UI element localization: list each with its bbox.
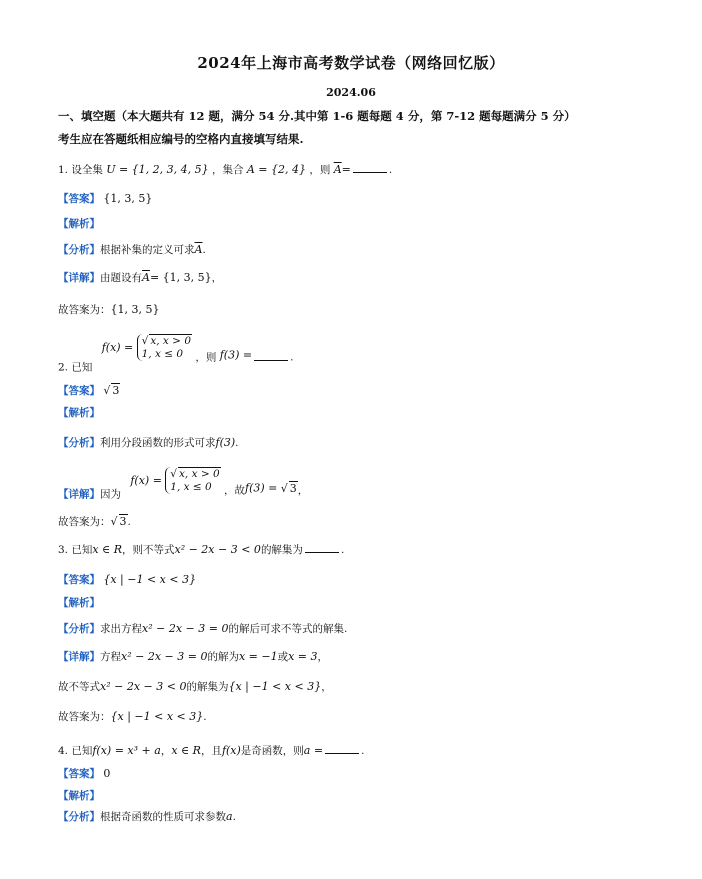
q1-blank xyxy=(353,162,387,173)
q1-answer-line xyxy=(58,192,152,206)
document-title: 2024年上海市高考数学试卷（网络回忆版） xyxy=(197,54,505,72)
q4-stem-text: ，且 xyxy=(200,745,222,757)
q3-fenxi-text: 求出方程 xyxy=(100,623,142,635)
detail-label: 【详解】 xyxy=(58,651,100,663)
q3-detail-or: 或 xyxy=(277,651,289,663)
q2-detail-case-1: √ x, x > 0 xyxy=(170,468,220,480)
q4-answer: 0 xyxy=(103,767,111,780)
q2-case-1-text: x, x > 0 xyxy=(150,335,192,347)
q1-answer: {1, 3, 5} xyxy=(103,192,153,205)
document-date: 2024.06 xyxy=(326,86,376,99)
q2-stem-text: 2. 已知 xyxy=(58,361,93,374)
answer-label: 【答案】 xyxy=(58,193,100,205)
fenxi-label: 【分析】 xyxy=(58,811,100,823)
q3-detail2-set: {x | −1 < x < 3} xyxy=(228,680,322,693)
q2-detail-case-1-text: x, x > 0 xyxy=(178,468,220,480)
q1-fenxi-text: 根据补集的定义可求 xyxy=(100,244,195,256)
q2-fenxi: 【分析】利用分段函数的形式可求f(3). xyxy=(58,436,239,449)
q2-detail-val: √ 3 xyxy=(280,481,297,495)
q3-detail-eq: x² − 2x − 3 = 0 xyxy=(121,650,208,663)
q4-param: a = xyxy=(303,744,324,757)
q2-detail-mid: ，故 xyxy=(224,484,245,497)
so-answer-label: 故答案为： xyxy=(58,304,111,316)
q3-stem-text: ，则不等式 xyxy=(121,544,175,556)
q3-detail-text: 方程 xyxy=(100,651,121,663)
answer-label: 【答案】 xyxy=(58,768,100,780)
q1-detail: 【详解】由题设有$\overline{A}= \{1$, 3, 5}， xyxy=(58,271,223,284)
q2-f3: f(3) = xyxy=(219,348,253,362)
q2-final-value: √ 3 xyxy=(110,515,127,528)
q2-fenxi-text: 利用分段函数的形式可求 xyxy=(100,437,216,449)
q3-fenxi-text: 的解后可求不等式的解集. xyxy=(228,623,348,635)
q4-answer-line xyxy=(58,767,110,781)
q2-blank xyxy=(254,350,288,361)
q2-answer: √ 3 xyxy=(103,384,120,397)
q3-fenxi-eq: x² − 2x − 3 = 0 xyxy=(142,622,229,635)
q3-detail: 【详解】方程x² − 2x − 3 = 0的解为x = −1或x = 3， xyxy=(58,650,329,663)
q3-detail-2: 故不等式x² − 2x − 3 < 0的解集为{x | −1 < x < 3}， xyxy=(58,680,332,693)
section-instruction: 考生应在答题纸相应编号的空格内直接填写结果. xyxy=(58,132,304,146)
q2-stem xyxy=(58,334,293,375)
q1-stem xyxy=(58,162,392,177)
q2-final: 故答案为：√ 3. xyxy=(58,515,131,528)
fenxi-label: 【分析】 xyxy=(58,623,100,635)
detail-label: 【详解】 xyxy=(58,488,100,501)
q4-fenxi-text: 根据奇函数的性质可求参数 xyxy=(100,811,226,823)
q3-detail2-ineq: x² − 2x − 3 < 0 xyxy=(100,680,187,693)
q4-stem-text: 4. 已知 xyxy=(58,745,93,757)
q1-detail-math: = {1, 3, 5} xyxy=(149,271,212,284)
q3-analysis-label: 【解析】 xyxy=(58,597,100,609)
q3-inequality: x² − 2x − 3 < 0 xyxy=(174,543,261,556)
q3-end: . xyxy=(340,544,345,556)
section-header: 一、填空题（本大题共有 12 题，满分 54 分.其中第 1-6 题每题 4 分，第 7-12 题每题满分 5 分） xyxy=(58,109,576,123)
q1-analysis-label: 【解析】 xyxy=(58,218,100,230)
fenxi-label: 【分析】 xyxy=(58,437,100,449)
q1-stem-text: ，则 xyxy=(309,164,331,176)
q2-detail-function: f(x) = xyxy=(130,473,162,487)
q1-set-a: A = {2, 4} xyxy=(246,163,306,176)
q3-blank xyxy=(305,542,339,553)
q1-detail-complement: $\overline{A}$ xyxy=(142,271,150,284)
q3-answer: {x | −1 < x < 3} xyxy=(103,573,197,586)
q4-fenxi: 【分析】根据奇函数的性质可求参数a. xyxy=(58,810,236,823)
answer-label: 【答案】 xyxy=(58,385,100,397)
q3-final: 故答案为：{x | −1 < x < 3}. xyxy=(58,710,207,723)
q3-detail2-text: 故不等式 xyxy=(58,681,100,693)
q2-detail: 【详解】因为 f(x) = √ x, x > 0 1, x ≤ 0 ，故f(3) = √ 3， xyxy=(58,468,309,501)
q2-answer-line xyxy=(58,383,120,398)
answer-label: 【答案】 xyxy=(58,574,100,586)
q3-root-2: x = 3 xyxy=(288,650,318,663)
q4-blank xyxy=(325,743,359,754)
q1-final xyxy=(58,303,159,317)
q2-detail-piecewise xyxy=(165,467,220,494)
q1-stem-text: 1. 设全集 xyxy=(58,164,103,176)
q2-detail-case-2: 1, x ≤ 0 xyxy=(170,481,212,493)
q2-function: f(x) = xyxy=(101,340,134,354)
fenxi-label: 【分析】 xyxy=(58,244,100,256)
q4-function: f(x) = x³ + a xyxy=(92,744,161,757)
q2-final-text: 3 xyxy=(119,515,127,528)
so-answer-label: 故答案为： xyxy=(58,516,111,528)
q1-fenxi: 【分析】根据补集的定义可求$\overline{A}$. xyxy=(58,243,206,256)
q3-detail-text: 的解为 xyxy=(207,651,239,663)
q3-stem-text: 3. 已知 xyxy=(58,544,93,556)
q2-detail-text: 因为 xyxy=(100,488,121,501)
q2-answer-value: 3 xyxy=(112,384,120,397)
q2-analysis-label: 【解析】 xyxy=(58,407,100,419)
q4-stem-text: 是奇函数，则 xyxy=(240,745,304,757)
q4-stem-text: ， xyxy=(160,745,172,757)
q3-stem xyxy=(58,542,344,557)
q2-end: . xyxy=(290,351,294,364)
q4-domain: x ∈ R xyxy=(171,744,201,757)
q3-stem-text: 的解集为 xyxy=(260,544,303,556)
q1-stem-text: ，集合 xyxy=(212,164,244,176)
q3-domain: x ∈ R xyxy=(92,543,122,556)
q4-end: . xyxy=(361,745,365,757)
q2-fenxi-math: f(3) xyxy=(215,436,236,449)
q1-final-value: {1, 3, 5} xyxy=(110,303,160,316)
q2-stem-text: ，则 xyxy=(195,351,217,364)
so-answer-label: 故答案为： xyxy=(58,711,111,723)
q2-case-2: 1, x ≤ 0 xyxy=(141,348,184,360)
q1-universal-set: U = {1, 2, 3, 4, 5} xyxy=(106,163,209,176)
q1-complement: $\overline{A}$ xyxy=(333,163,342,176)
q2-detail-val-text: 3 xyxy=(289,481,297,495)
q1-detail-text: 由题设有 xyxy=(100,272,142,284)
q4-fx: f(x) xyxy=(221,744,241,757)
q3-fenxi xyxy=(58,622,347,636)
q4-stem xyxy=(58,743,364,758)
q4-fenxi-math: a xyxy=(226,810,233,823)
q2-piecewise xyxy=(137,334,192,361)
q1-end: . xyxy=(388,164,393,176)
q2-case-1: √ x, x > 0 xyxy=(141,335,192,347)
q2-detail-math: f(3) = xyxy=(245,481,278,495)
q3-final-value: {x | −1 < x < 3} xyxy=(110,710,204,723)
q3-root-1: x = −1 xyxy=(238,650,278,663)
detail-label: 【详解】 xyxy=(58,272,100,284)
q4-analysis-label: 【解析】 xyxy=(58,790,100,802)
q3-detail2-text: 的解集为 xyxy=(186,681,229,693)
q1-eq: = xyxy=(341,163,351,176)
q1-fenxi-math: $\overline{A}$ xyxy=(194,243,203,256)
q3-answer-line xyxy=(58,573,196,587)
